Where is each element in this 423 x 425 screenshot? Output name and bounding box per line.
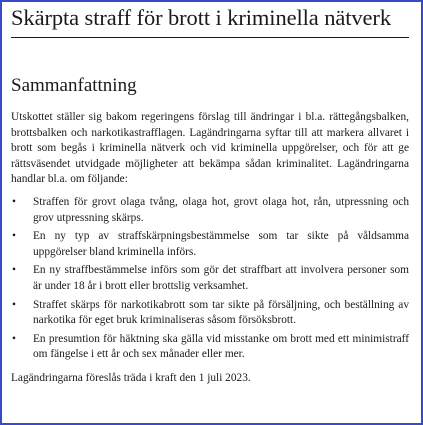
bullet-icon: • (12, 195, 16, 208)
document-body (11, 4, 411, 387)
list-item (11, 263, 409, 294)
list-item-text: En presumtion för häktning ska gälla vid misstanke om brott med ett minimistraff om fängelse i ett år och sex månader eller mer. (33, 332, 409, 361)
bullet-icon: • (12, 298, 16, 311)
closing-paragraph: Lagändringarna föreslås träda i kraft den 1 juli 2023. (11, 371, 251, 384)
document-title: Skärpta straff för brott i kriminella nätverk (11, 5, 391, 30)
list-item-text: Straffen för grovt olaga tvång, olaga hot, grovt olaga hot, rån, utpressning och grov utpressning skärps. (33, 195, 409, 224)
bullet-icon: • (12, 264, 16, 277)
bullet-list (11, 195, 409, 363)
list-item-text: En ny typ av straffskärpningsbestämmelse som tar sikte på våldsamma uppgörelser bland kriminella införs. (33, 230, 409, 258)
list-item (11, 229, 409, 260)
intro-paragraph: Utskottet ställer sig bakom regeringens förslag till ändringar i bl.a. rättegångsbalken, brottsbalken och narkotikastrafflagen. Lagändringarna syftar till att markera allvaret i brott som begås i kriminella nätverk och vid kriminella uppgörelser, och för att ge rättsväsendet utvidgade möjligheter att bekämpa sådan kriminalitet. Lagändringarna handlar bl.a. om följande: (11, 111, 409, 186)
list-item-text: Straffet skärps för narkotikabrott som tar sikte på försäljning, och beställning av narkotika för eget bruk kriminaliseras såsom försöksbrott. (33, 298, 409, 327)
list-item (11, 298, 409, 329)
bullet-icon: • (12, 332, 16, 345)
list-item (11, 332, 409, 363)
list-item (11, 195, 409, 226)
title-divider (11, 37, 409, 38)
section-heading: Sammanfattning (11, 75, 137, 96)
list-item-text: En ny straffbestämmelse införs som gör det straffbart att involvera personer som är under 18 år i brott eller brottslig verksamhet. (33, 264, 409, 292)
bullet-icon: • (12, 230, 16, 243)
